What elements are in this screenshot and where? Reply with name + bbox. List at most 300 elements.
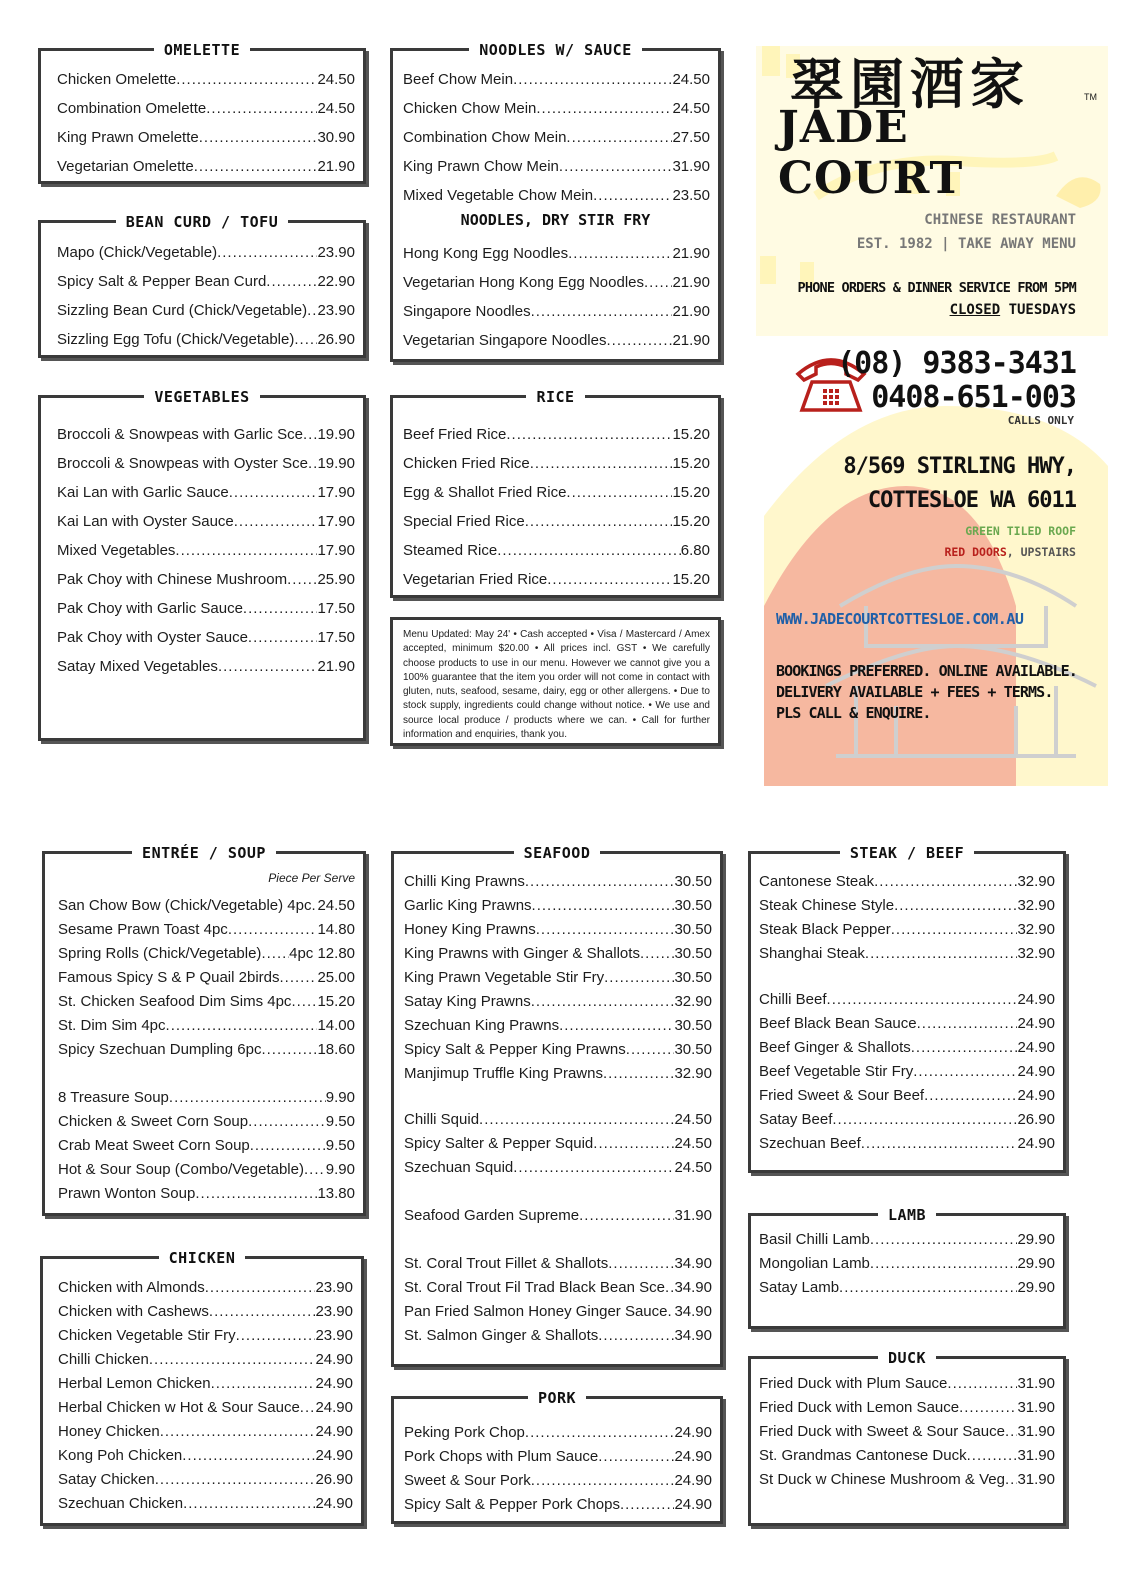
leader-dots (218, 652, 318, 681)
leader-dots (228, 918, 318, 942)
leader-dots (506, 420, 672, 449)
menu-item-name: King Prawn Omelette (57, 129, 199, 146)
leader-dots (183, 1492, 315, 1516)
service-hours: PHONE ORDERS & DINNER SERVICE FROM 5PM (797, 280, 1076, 296)
menu-item-price: 15.20 (672, 455, 710, 472)
info-panel (756, 46, 1108, 786)
menu-list (403, 65, 710, 210)
menu-item-price: 4pc 12.80 (289, 945, 355, 962)
menu-item-name: Beef Ginger & Shallots (759, 1039, 911, 1056)
leader-dots (155, 1468, 316, 1492)
menu-item (57, 152, 355, 181)
leader-dots (593, 181, 672, 210)
leader-dots (182, 1444, 315, 1468)
menu-item-name: Chilli Chicken (58, 1351, 149, 1368)
bean-curd-section (38, 213, 366, 358)
menu-item (58, 990, 355, 1014)
menu-item-price: 15.20 (672, 571, 710, 588)
leader-dots (234, 507, 318, 536)
menu-item-price: 30.50 (674, 1041, 712, 1058)
leader-dots (211, 1372, 316, 1396)
menu-item (404, 1062, 712, 1086)
leader-dots (894, 894, 1017, 918)
menu-item-name: King Prawns with Ginger & Shallots (404, 945, 640, 962)
menu-item-price: 23.90 (315, 1303, 353, 1320)
menu-item-name: Broccoli & Snowpeas with Oyster Sce (57, 455, 308, 472)
leader-dots (175, 536, 317, 565)
menu-item-price: 32.90 (674, 993, 712, 1010)
menu-item-name: Beef Vegetable Stir Fry (759, 1063, 914, 1080)
menu-item (404, 1445, 712, 1469)
menu-item-price: 24.90 (1017, 1039, 1055, 1056)
menu-item (759, 1252, 1055, 1276)
menu-item (403, 152, 710, 181)
menu-list (404, 870, 712, 1086)
menu-list (404, 1252, 712, 1348)
menu-item-name: Manjimup Truffle King Prawns (404, 1065, 603, 1082)
section-title: NOODLES W/ SAUCE (469, 41, 642, 59)
menu-item-name: Satay King Prawns (404, 993, 531, 1010)
menu-item (58, 1348, 353, 1372)
menu-item (404, 942, 712, 966)
menu-item (759, 1468, 1055, 1492)
menu-item-name: Szechuan Beef (759, 1135, 861, 1152)
section-title: CHICKEN (159, 1249, 246, 1267)
menu-item (57, 267, 355, 296)
menu-item (403, 239, 710, 268)
menu-item-price: 17.90 (317, 513, 355, 530)
menu-item-price: 26.90 (1017, 1111, 1055, 1128)
menu-notice (390, 617, 721, 746)
menu-item-name: Spring Rolls (Chick/Vegetable) (58, 945, 262, 962)
upstairs: , UPSTAIRS (1006, 545, 1076, 559)
menu-item-price: 26.90 (315, 1471, 353, 1488)
menu-item-price: 31.90 (1017, 1399, 1055, 1416)
red-doors-note (944, 545, 1076, 559)
section-title: VEGETABLES (144, 388, 259, 406)
leader-dots (1005, 1468, 1018, 1492)
menu-item-price: 31.90 (1017, 1447, 1055, 1464)
menu-item (404, 1204, 712, 1228)
menu-item-name: St. Salmon Ginger & Shallots (404, 1327, 599, 1344)
menu-item-price: 23.90 (315, 1279, 353, 1296)
menu-item-name: Hong Kong Egg Noodles (403, 245, 569, 262)
phone-mobile[interactable]: 0408-651-003 (871, 380, 1076, 415)
menu-item-price: 24.50 (674, 1159, 712, 1176)
noodles-section (390, 41, 721, 362)
menu-item-price: 24.90 (674, 1496, 712, 1513)
menu-item (759, 988, 1055, 1012)
menu-item (58, 1492, 353, 1516)
lamb-section (748, 1206, 1066, 1329)
leader-dots (536, 918, 675, 942)
leader-dots (261, 942, 289, 966)
menu-item (404, 1038, 712, 1062)
leader-dots (166, 1014, 318, 1038)
menu-item-name: Singapore Noodles (403, 303, 531, 320)
menu-item (403, 420, 710, 449)
menu-item-price: 23.90 (317, 244, 355, 261)
menu-item (759, 1108, 1055, 1132)
menu-item (58, 1158, 355, 1182)
menu-item-price: 19.90 (317, 426, 355, 443)
menu-item (404, 1108, 712, 1132)
menu-item (58, 1324, 353, 1348)
menu-item (58, 1182, 355, 1206)
leader-dots (911, 1036, 1018, 1060)
leader-dots (626, 1038, 675, 1062)
menu-item-name: Steak Chinese Style (759, 897, 895, 914)
menu-item-price: 24.50 (672, 100, 710, 117)
vegetables-section (38, 388, 366, 741)
menu-item-name: Honey Chicken (58, 1423, 160, 1440)
menu-item (404, 1300, 712, 1324)
section-title: BEAN CURD / TOFU (116, 213, 289, 231)
closed-notice (950, 302, 1076, 318)
menu-item (57, 594, 355, 623)
leader-dots (209, 1300, 316, 1324)
leader-dots (1005, 1420, 1018, 1444)
leader-dots (603, 1062, 674, 1086)
menu-item-price: 30.50 (674, 1017, 712, 1034)
menu-item-price: 30.50 (674, 897, 712, 914)
leader-dots (513, 65, 672, 94)
leader-dots (248, 1110, 326, 1134)
menu-item (759, 1396, 1055, 1420)
menu-item-name: Fried Sweet & Sour Beef (759, 1087, 925, 1104)
menu-item (57, 565, 355, 594)
menu-item (404, 966, 712, 990)
menu-item (759, 1372, 1055, 1396)
menu-list (404, 1108, 712, 1180)
leader-dots (531, 1469, 675, 1493)
menu-item-name: Combination Chow Mein (403, 129, 567, 146)
section-title: RICE (526, 388, 584, 406)
menu-item-name: Spicy Salter & Pepper Squid (404, 1135, 594, 1152)
section-title: LAMB (878, 1206, 936, 1224)
website-link[interactable]: WWW.JADECOURTCOTTESLOE.COM.AU (776, 610, 1024, 628)
leader-dots (874, 870, 1017, 894)
menu-item-price: 13.80 (317, 1185, 355, 1202)
leader-dots (604, 966, 674, 990)
menu-item (404, 1421, 712, 1445)
leader-dots (667, 1300, 674, 1324)
menu-item-price: 29.90 (1017, 1231, 1055, 1248)
menu-item (404, 918, 712, 942)
menu-item (58, 894, 355, 918)
leader-dots (497, 536, 681, 565)
menu-list (759, 870, 1055, 966)
leader-dots (924, 1084, 1017, 1108)
menu-item (57, 536, 355, 565)
menu-item-price: 18.60 (317, 1041, 355, 1058)
address-line-2: COTTESLOE WA 6011 (867, 488, 1076, 513)
menu-item-price: 31.90 (1017, 1423, 1055, 1440)
leader-dots (261, 1038, 317, 1062)
menu-item-name: Kong Poh Chicken (58, 1447, 183, 1464)
red-doors: RED DOORS (944, 545, 1007, 559)
menu-item (759, 1132, 1055, 1156)
menu-item (404, 1252, 712, 1276)
menu-item-price: 30.50 (674, 921, 712, 938)
leader-dots (291, 990, 317, 1014)
menu-item (404, 1132, 712, 1156)
menu-item (58, 966, 355, 990)
menu-list (57, 65, 355, 181)
menu-item (404, 1469, 712, 1493)
menu-item-name: Satay Beef (759, 1111, 833, 1128)
menu-item (759, 1228, 1055, 1252)
leader-dots (195, 1182, 317, 1206)
menu-item (58, 1372, 353, 1396)
bookings-line-3: PLS CALL & ENQUIRE. (776, 704, 931, 722)
menu-item-name: Chilli King Prawns (404, 873, 525, 890)
noodles-dry-subtitle: NOODLES, DRY STIR FRY (460, 211, 651, 229)
leader-dots (967, 1444, 1018, 1468)
menu-item (404, 1014, 712, 1038)
leader-dots (217, 238, 317, 267)
menu-item-price: 24.90 (1017, 991, 1055, 1008)
menu-item-price: 25.00 (317, 969, 355, 986)
bookings-line-1: BOOKINGS PREFERRED. ONLINE AVAILABLE. (776, 662, 1077, 680)
leader-dots (870, 1252, 1018, 1276)
menu-item-name: Beef Chow Mein (403, 71, 514, 88)
menu-item-price: 14.80 (317, 921, 355, 938)
menu-item-price: 9.50 (325, 1137, 355, 1154)
menu-item-price: 24.50 (674, 1111, 712, 1128)
rice-section (390, 388, 721, 598)
bookings-line-2: DELIVERY AVAILABLE + FEES + TERMS. (776, 683, 1053, 701)
menu-item-name: St. Coral Trout Fil Trad Black Bean Sce (404, 1279, 665, 1296)
menu-item (404, 1324, 712, 1348)
menu-item-price: 30.90 (317, 129, 355, 146)
menu-item-price: 32.90 (1017, 897, 1055, 914)
menu-item-name: Steak Black Pepper (759, 921, 891, 938)
menu-item-price: 21.90 (672, 332, 710, 349)
menu-item (759, 1084, 1055, 1108)
menu-item-price: 32.90 (1017, 921, 1055, 938)
menu-item-price: 29.90 (1017, 1279, 1055, 1296)
menu-item-name: Mongolian Lamb (759, 1255, 870, 1272)
menu-item (759, 1276, 1055, 1300)
menu-list (759, 988, 1055, 1156)
leader-dots (525, 507, 673, 536)
menu-item-price: 24.90 (1017, 1087, 1055, 1104)
restaurant-name: JADE COURT (778, 102, 964, 204)
leader-dots (304, 1158, 326, 1182)
menu-item-price: 24.50 (317, 100, 355, 117)
menu-item (58, 1468, 353, 1492)
menu-item-name: St Duck w Chinese Mushroom & Veg (759, 1471, 1005, 1488)
menu-item (403, 181, 710, 210)
menu-item-name: Basil Chilli Lamb (759, 1231, 870, 1248)
menu-list (403, 420, 710, 594)
leader-dots (169, 1086, 326, 1110)
menu-item-price: 21.90 (672, 245, 710, 262)
menu-item-price: 9.50 (325, 1113, 355, 1130)
menu-item (403, 123, 710, 152)
leader-dots (160, 1420, 316, 1444)
menu-item-name: Garlic King Prawns (404, 897, 532, 914)
menu-item (58, 1420, 353, 1444)
menu-item-price: 21.90 (672, 303, 710, 320)
menu-item-price: 32.90 (1017, 945, 1055, 962)
menu-item (403, 297, 710, 326)
leader-dots (307, 296, 317, 325)
phone-landline[interactable]: (08) 9383-3431 (837, 346, 1076, 381)
menu-item-price: 15.20 (672, 484, 710, 501)
leader-dots (531, 990, 675, 1014)
menu-item-name: Mixed Vegetable Chow Mein (403, 187, 594, 204)
menu-item-price: 34.90 (674, 1327, 712, 1344)
menu-item-price: 26.90 (317, 331, 355, 348)
menu-item-price: 24.90 (315, 1447, 353, 1464)
menu-item-price: 31.90 (1017, 1471, 1055, 1488)
leader-dots (300, 1396, 316, 1420)
leader-dots (620, 1493, 675, 1517)
steak-beef-section (748, 844, 1066, 1173)
menu-item-price: 24.50 (672, 71, 710, 88)
menu-item-price: 23.50 (672, 187, 710, 204)
menu-item-name: Cantonese Steak (759, 873, 875, 890)
menu-item-name: 8 Treasure Soup (58, 1089, 169, 1106)
menu-item (57, 238, 355, 267)
menu-item-price: 15.20 (672, 426, 710, 443)
leader-dots (913, 1060, 1017, 1084)
green-roof-note: GREEN TILED ROOF (965, 524, 1076, 538)
menu-item-price: 9.90 (325, 1161, 355, 1178)
leader-dots (640, 942, 675, 966)
menu-item (58, 1134, 355, 1158)
menu-item (57, 507, 355, 536)
menu-item (759, 870, 1055, 894)
menu-item-name: Spicy Salt & Pepper Pork Chops (404, 1496, 620, 1513)
leader-dots (279, 966, 317, 990)
leader-dots (644, 268, 672, 297)
menu-item-name: Special Fried Rice (403, 513, 525, 530)
menu-item-name: Peking Pork Chop (404, 1424, 525, 1441)
menu-item (404, 894, 712, 918)
menu-item (403, 565, 710, 594)
menu-item-name: Sweet & Sour Pork (404, 1472, 531, 1489)
menu-item-name: Sizzling Bean Curd (Chick/Vegetable) (57, 302, 308, 319)
menu-item (403, 65, 710, 94)
menu-item-price: 21.90 (317, 658, 355, 675)
menu-item (57, 65, 355, 94)
entree-soup-section (42, 844, 366, 1216)
menu-item-price: 24.90 (315, 1351, 353, 1368)
leader-dots (205, 1276, 316, 1300)
menu-item (759, 1060, 1055, 1084)
menu-item-name: Crab Meat Sweet Corn Soup (58, 1137, 250, 1154)
menu-item-price: 24.90 (1017, 1063, 1055, 1080)
section-title: STEAK / BEEF (840, 844, 974, 862)
section-title: ENTRÉE / SOUP (132, 844, 276, 862)
menu-item-name: Vegetarian Fried Rice (403, 571, 548, 588)
menu-item-name: Fried Duck with Lemon Sauce (759, 1399, 960, 1416)
leader-dots (176, 65, 317, 94)
menu-item (759, 942, 1055, 966)
menu-item-price: 15.20 (317, 993, 355, 1010)
menu-item (57, 94, 355, 123)
menu-item-price: 17.90 (317, 484, 355, 501)
menu-item-price: 30.50 (674, 969, 712, 986)
menu-item-price: 34.90 (674, 1279, 712, 1296)
menu-item (759, 1444, 1055, 1468)
menu-item-name: Mapo (Chick/Vegetable) (57, 244, 218, 261)
leader-dots (861, 1132, 1018, 1156)
menu-list (759, 1228, 1055, 1300)
menu-item-price: 17.90 (317, 542, 355, 559)
leader-dots (665, 1276, 675, 1300)
leader-dots (598, 1324, 674, 1348)
menu-item-name: Szechuan Squid (404, 1159, 514, 1176)
menu-list (58, 1276, 353, 1516)
leader-dots (513, 1156, 674, 1180)
menu-item-price: 23.90 (317, 302, 355, 319)
menu-item-name: Chilli Squid (404, 1111, 480, 1128)
menu-item-name: Chicken Vegetable Stir Fry (58, 1327, 236, 1344)
menu-item-name: Chicken with Almonds (58, 1279, 205, 1296)
omelette-section (38, 41, 366, 184)
menu-item (759, 918, 1055, 942)
menu-item-name: Vegetarian Hong Kong Egg Noodles (403, 274, 645, 291)
menu-item (403, 507, 710, 536)
menu-item-name: Shanghai Steak (759, 945, 865, 962)
leader-dots (566, 478, 672, 507)
menu-item-price: 17.50 (317, 629, 355, 646)
leader-dots (530, 449, 673, 478)
leader-dots (250, 1134, 326, 1158)
menu-item-price: 14.00 (317, 1017, 355, 1034)
seafood-section (391, 844, 723, 1367)
leader-dots (525, 870, 675, 894)
calls-only-note: CALLS ONLY (1007, 414, 1074, 427)
menu-item (404, 990, 712, 1014)
menu-item-name: Herbal Chicken w Hot & Sour Sauce (58, 1399, 300, 1416)
menu-item-name: King Prawn Chow Mein (403, 158, 559, 175)
menu-item-price: 31.90 (1017, 1375, 1055, 1392)
leader-dots (598, 1445, 674, 1469)
trademark: TM (1084, 92, 1097, 102)
menu-item-name: Fried Duck with Plum Sauce (759, 1375, 948, 1392)
menu-item-price: 6.80 (680, 542, 710, 559)
menu-item-name: St. Dim Sim 4pc (58, 1017, 166, 1034)
menu-item (57, 478, 355, 507)
leader-dots (827, 988, 1018, 1012)
menu-item-name: Spicy Salt & Pepper King Prawns (404, 1041, 626, 1058)
menu-item-name: Szechuan King Prawns (404, 1017, 560, 1034)
leader-dots (294, 325, 317, 354)
leader-dots (865, 942, 1018, 966)
leader-dots (870, 1228, 1018, 1252)
menu-item-name: Combination Omelette (57, 100, 207, 117)
menu-item-name: Szechuan Chicken (58, 1495, 184, 1512)
leader-dots (149, 1348, 316, 1372)
menu-item-name: Chicken & Sweet Corn Soup (58, 1113, 249, 1130)
menu-item (404, 1156, 712, 1180)
leader-dots (479, 1108, 674, 1132)
menu-item-name: Sizzling Egg Tofu (Chick/Vegetable) (57, 331, 295, 348)
menu-item-price: 24.90 (315, 1495, 353, 1512)
menu-item (58, 1014, 355, 1038)
chicken-section (40, 1249, 364, 1526)
menu-item-name: Steamed Rice (403, 542, 498, 559)
menu-item-price: 24.90 (674, 1448, 712, 1465)
menu-item-price: 24.90 (674, 1472, 712, 1489)
leader-dots (248, 623, 318, 652)
menu-list (403, 239, 710, 355)
